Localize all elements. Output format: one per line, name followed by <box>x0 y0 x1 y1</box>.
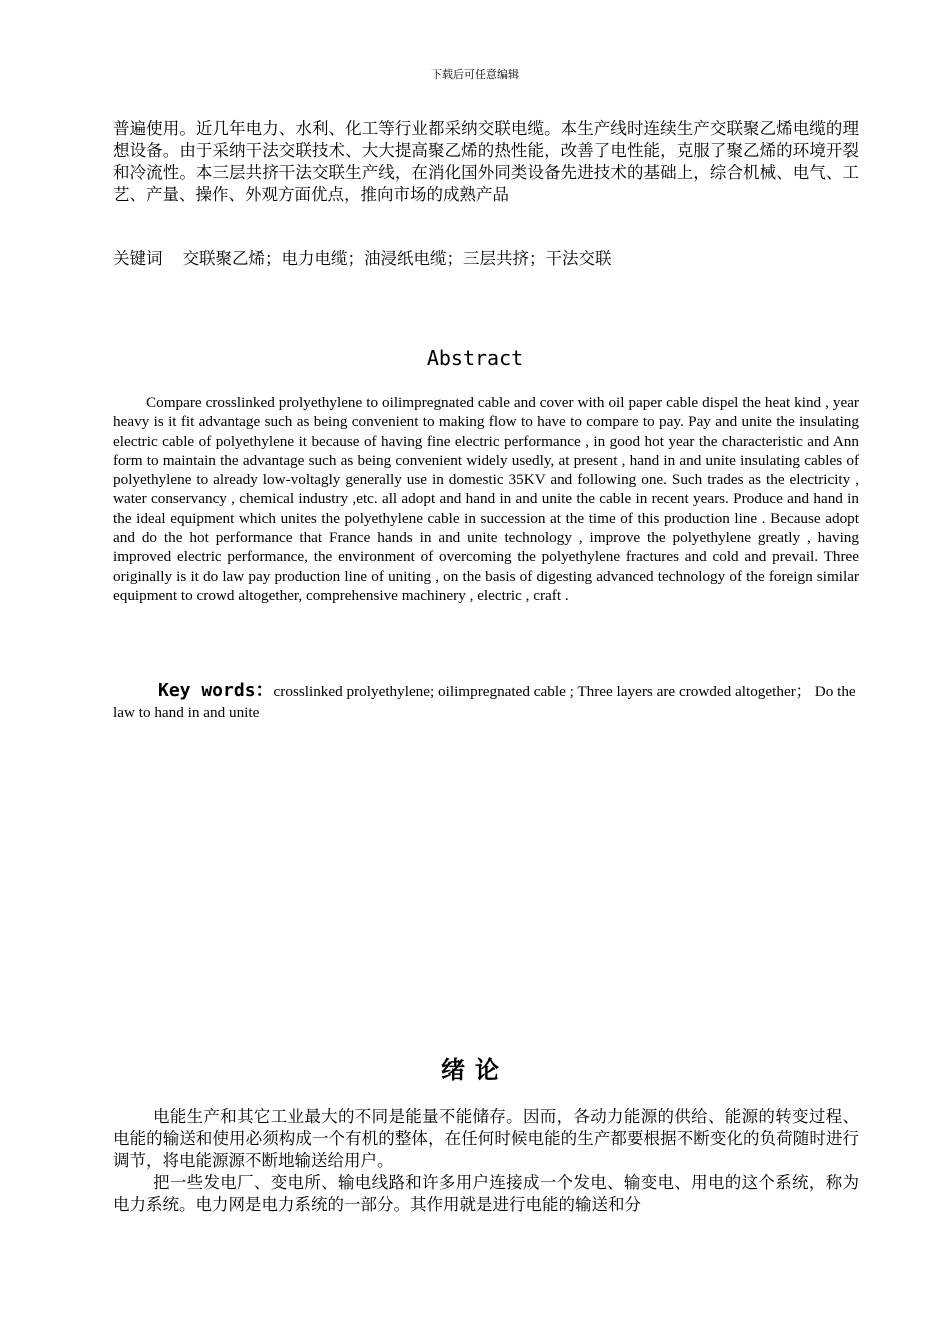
english-keywords-label: Key words： <box>158 680 274 701</box>
chinese-abstract-paragraph: 普遍使用。近几年电力、水利、化工等行业都采纳交联电缆。本生产线时连续生产交联聚乙烯电缆的理想设备。由于采纳干法交联技术、大大提高聚乙烯的热性能，改善了电性能，克服了聚乙烯的环境开裂和冷流性。本三层共挤干法交联生产线，在消化国外同类设备先进技术的基础上，综合机械、电气、工艺、产量、操作、外观方面优点，推向市场的成熟产品 <box>113 119 859 204</box>
english-keywords-text: crosslinked prolyethylene; oilimpregnated cable ; Three layers are crowded altogether； Do the law to hand in and unite <box>113 683 856 721</box>
chinese-keywords <box>113 248 859 270</box>
chinese-keywords-label: 关键词 <box>113 249 163 268</box>
english-keywords <box>113 680 859 723</box>
chinese-keywords-text: 交联聚乙烯；电力电缆；油浸纸电缆；三层共挤；干法交联 <box>182 249 612 268</box>
abstract-title: Abstract <box>426 346 524 370</box>
introduction-paragraph: 电能生产和其它工业最大的不同是能量不能储存。因而，各动力能源的供给、能源的转变过程、电能的输送和使用必须构成一个有机的整体，在任何时候电能的生产都要根据不断变化的负荷随时进行调节，将电能源源不断地输送给用户。 <box>113 1107 859 1170</box>
introduction-paragraph: 把一些发电厂、变电所、输电线路和许多用户连接成一个发电、输变电、用电的这个系统，称为电力系统。电力网是电力系统的一部分。其作用就是进行电能的输送和分 <box>113 1173 859 1214</box>
english-abstract-paragraph: Compare crosslinked prolyethylene to oilimpregnated cable and cover with oil paper cable dispel the heat kind , year heavy is it fit advantage such as being convenient to making flow to have to compare to pay. Pay and unite the insulating electric cable of polyethylene it because of having fine electric performance , in good hot year the characteristic and Ann form to maintain the advantage such as being convenient widely usedly, at present , hand in and unite insulating cables of polyethylene to already low-voltagly generally use in domestic 35KV and following one. Such trades as the electricity , water conservancy , chemical industry ,etc. all adopt and hand in and unite the cable in recent years. Produce and hand in the ideal equipment which unites the polyethylene cable in succession at the time of this production line . Because adopt and do the hot performance that France hands in and unite technology , improve the polyethylene greatly , having improved electric performance, the environment of overcoming the polyethylene fractures and cold and prevail. Three originally is it do law pay production line of uniting , on the basis of digesting advanced technology of the foreign similar equipment to crowd altogether, comprehensive machinery , electric , craft . <box>113 394 859 604</box>
page-header-note: 下载后可任意编辑 <box>431 68 519 81</box>
introduction-title: 绪论 <box>441 1056 509 1084</box>
